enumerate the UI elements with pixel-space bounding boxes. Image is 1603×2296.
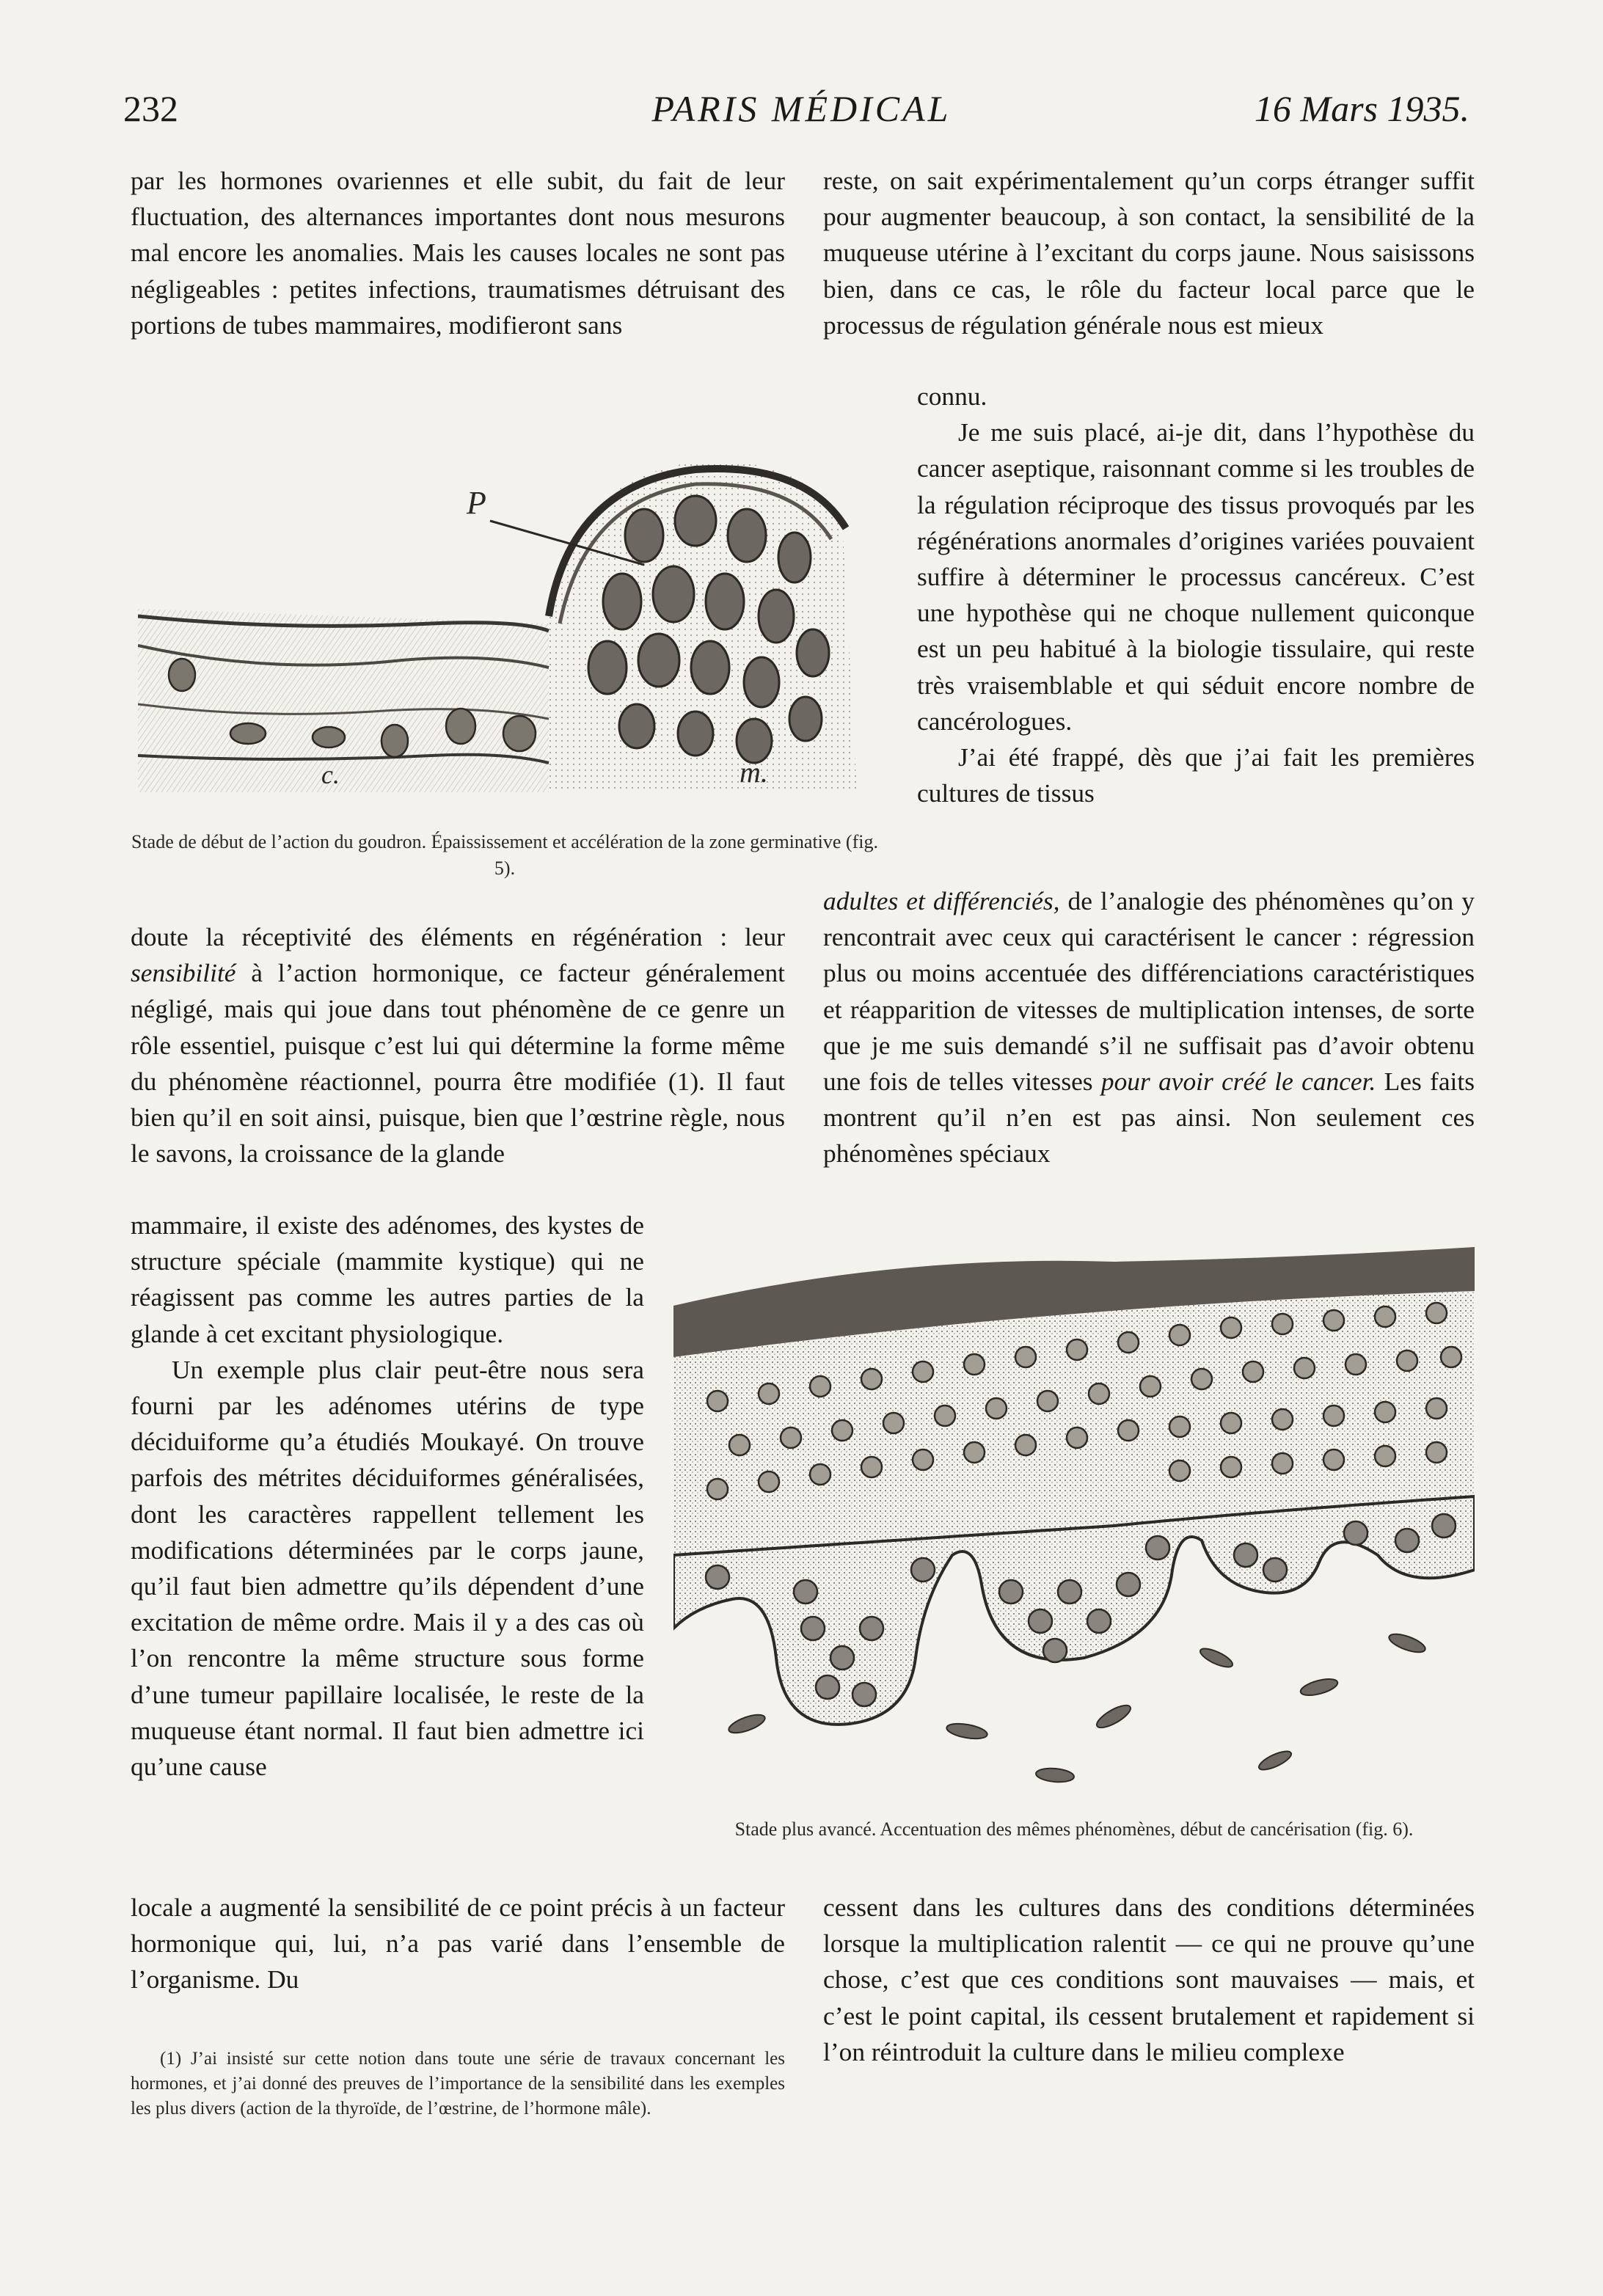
right-top-paragraph: [823, 163, 1475, 343]
left-moukaye-paragraph: Un exemple plus clair peut-être nous sera fourni par les adénomes utérins de type déciduiforme qu’a étudiés Moukayé. On trouve parfois des métrites déciduiformes généralisées, dont les caractères rappellent tellement les modifications déterminées par le corps jaune, qu’il faut bien admettre qu’ils dépendent d’une excitation de même ordre. Mais il y a des cas où l’on rencontre la même structure sous forme d’une tumeur papillaire localisée, le reste de la muqueuse étant normal. Il faut bien admettre ici qu’une cause: [131, 1354, 644, 1782]
issue-date: 16 Mars 1935.: [1254, 88, 1469, 129]
right-hypothesis-paragraph: Je me suis placé, ai-je dit, dans l’hypothèse du cancer aseptique, raisonnant comme si les troubles de la régulation réciproque des tissus provoqués par les régénérations anormales d’origines variées pouvaient suffire à déterminer le processus cancéreux. C’est une hypothèse qui ne choque nullement quiconque est un peu habitué à la biologie tissulaire, qui reste très vraisemblable et qui séduit encore nombre de cancérologues.: [917, 417, 1475, 736]
page-number: 232: [123, 88, 178, 129]
right-wide-text-end: Les faits montrent qu’il n’en est pas ainsi. Non seulement ces phénomènes spéciaux: [823, 1067, 1475, 1169]
left-middle-text: doute la réceptivité des éléments en régénération : leur: [131, 922, 785, 951]
journal-title: PARIS MÉDICAL: [651, 88, 952, 129]
figure-5-label-p: P: [467, 485, 486, 521]
left-bottom-paragraph: [131, 1890, 785, 1998]
right-bottom-paragraph: [823, 1890, 1475, 2070]
right-em-cancer: pour avoir créé le cancer.: [1100, 1067, 1376, 1097]
figure-5-label-c: c.: [321, 760, 340, 789]
left-em-sensibilite: sensibilité: [131, 958, 236, 988]
left-top-text: par les hormones ovariennes et elle subit, du fait de leur fluctuation, des alternances importantes dont nous mesurons mal encore les anomalies. Mais les causes locales ne sont pas négligeables : petites infections, traumatismes détruisant des portions de tubes mammaires, modifieront sans: [131, 166, 785, 340]
right-narrow-first-line: connu.: [917, 381, 987, 411]
figure-6-illustration: [673, 1247, 1475, 1805]
figure-6-caption: Stade plus avancé. Accentuation des mêmes phénomènes, début de cancérisation (fig. 6).: [734, 1818, 1414, 1840]
right-wide-text: de l’analogie des phénomènes qu’on y rencontrait avec ceux qui caractérisent le cancer : régression plus ou moins accentuée des différenciations caractéristiques et réapparition de vitesses de multiplication intenses, de sorte que je me suis demandé s’il ne suffisait pas d’avoir obtenu une fois de telles vitesses: [823, 886, 1475, 1097]
figure-5-illustration: [138, 411, 872, 807]
left-middle-paragraph: [131, 919, 785, 1171]
left-bottom-text: locale a augmenté la sensibilité de ce point précis à un facteur hormonique qui, lui, n’a pas varié dans l’ensemble de l’organisme. Du: [131, 1893, 785, 1995]
footnote: [131, 2047, 785, 2121]
left-middle-text-end: à l’action hormonique, ce facteur généralement négligé, mais qui joue dans tout phénomène de ce genre un rôle essentiel, puisque c’est lui qui détermine la forme même du phénomène réactionnel, pourra être modifiée (1). Il faut bien qu’il en soit ainsi, puisque, bien que l’œstrine règle, nous le savons, la croissance de la glande: [131, 958, 785, 1169]
right-em-adultes: adultes et différenciés,: [823, 886, 1060, 915]
right-narrow-section: [917, 379, 1475, 811]
right-bottom-text: cessent dans les cultures dans des conditions déterminées lorsque la multiplication ralentit — ce qui ne prouve qu’une chose, c’est que ces conditions sont mauvaises — mais, et c’est le point capital, ils cessent brutalement et rapidement si l’on réintroduit la culture dans le milieu complexe: [823, 1893, 1475, 2066]
figure-5-caption: Stade de début de l’action du goudron. Épaississement et accélération de la zone germinative (fig. 5).: [131, 831, 878, 879]
right-top-text: reste, on sait expérimentalement qu’un corps étranger suffit pour augmenter beaucoup, à son contact, la sensibilité de la muqueuse utérine à l’excitant du corps jaune. Nous saisissons bien, dans ce cas, le rôle du facteur local parce que le processus de régulation générale nous est mieux: [823, 166, 1475, 340]
left-narrow-section: [131, 1207, 644, 1785]
left-narrow-block: mammaire, il existe des adénomes, des kystes de structure spéciale (mammite kystique) qui ne réagissent pas comme les autres parties de la glande à cet excitant physiologique.: [131, 1210, 644, 1348]
footnote-text: (1) J’ai insisté sur cette notion dans toute une série de travaux concernant les hormones, et j’ai donné des preuves de l’importance de la sensibilité dans les exemples les plus divers (action de la thyroïde, de l’œstrine, de l’hormone mâle).: [131, 2049, 785, 2118]
right-wide-section: [823, 883, 1475, 1172]
figure-5-label-m: m.: [740, 756, 768, 789]
left-top-paragraph: [131, 163, 785, 343]
right-cultures-paragraph-start: J’ai été frappé, dès que j’ai fait les premières cultures de tissus: [917, 742, 1475, 808]
